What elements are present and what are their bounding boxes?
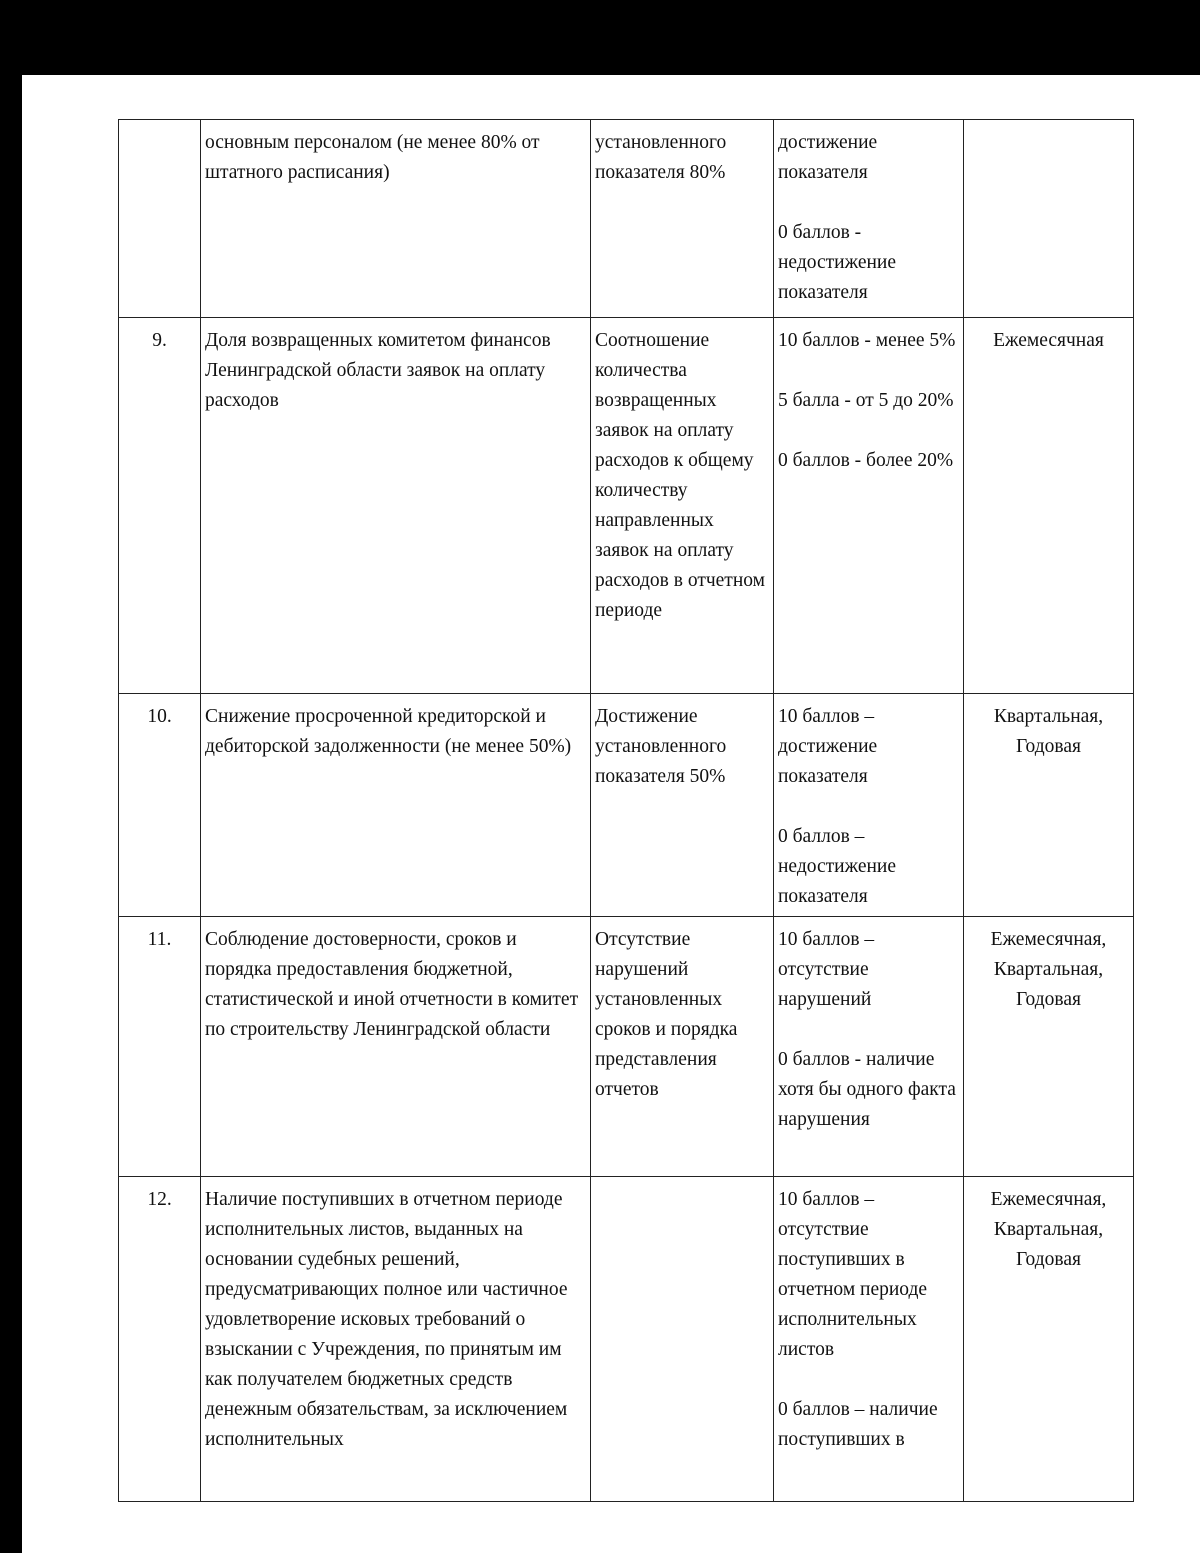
score-text: 10 баллов – отсутствие поступивших в отчетном периоде исполнительных листов: [778, 1189, 928, 1360]
score-text: 5 балла - от 5 до 20%: [778, 390, 954, 411]
criteria-table: [118, 119, 1134, 1502]
frequency: Квартальная, Годовая: [964, 694, 1134, 917]
table-row: [119, 318, 1134, 694]
frequency: Ежемесячная, Квартальная, Годовая: [964, 917, 1134, 1177]
calculation-method: Отсутствие нарушений установленных сроков и порядка представления отчетов: [591, 917, 774, 1177]
score-text: 10 баллов – достижение показателя: [778, 706, 878, 787]
calculation-method: [591, 1177, 774, 1502]
table-row: [119, 917, 1134, 1177]
score-cell: [774, 318, 964, 694]
score-cell: [774, 917, 964, 1177]
frequency: Ежемесячная, Квартальная, Годовая: [964, 1177, 1134, 1502]
calculation-method: установленного показателя 80%: [591, 120, 774, 318]
score-text: 0 баллов - более 20%: [778, 450, 954, 471]
table-row: [119, 1177, 1134, 1502]
score-cell: [774, 1177, 964, 1502]
score-text: 0 баллов – недостижение показателя: [778, 826, 896, 907]
calculation-method: Достижение установленного показателя 50%: [591, 694, 774, 917]
row-number: 9.: [119, 318, 201, 694]
indicator-name: Соблюдение достоверности, сроков и порядка предоставления бюджетной, статистической и иной отчетности в комитет по строительству Ленинградской области: [201, 917, 591, 1177]
indicator-name: основным персоналом (не менее 80% от штатного расписания): [201, 120, 591, 318]
score-text: 0 баллов - недостижение показателя: [778, 222, 896, 303]
frequency: Ежемесячная: [964, 318, 1134, 694]
scan-left-border: [0, 75, 22, 1553]
score-text: 0 баллов – наличие поступивших в: [778, 1399, 938, 1450]
indicator-name: Наличие поступивших в отчетном периоде исполнительных листов, выданных на основании судебных решений, предусматривающих полное или частичное удовлетворение исковых требований о взыскании с Учреждения, по принятым им как получателем бюджетных средств денежным обязательствам, за исключением исполнительных: [201, 1177, 591, 1502]
table-row: [119, 120, 1134, 318]
table-row: [119, 694, 1134, 917]
calculation-method: Соотношение количества возвращенных заявок на оплату расходов к общему количеству направленных заявок на оплату расходов в отчетном периоде: [591, 318, 774, 694]
row-number: [119, 120, 201, 318]
row-number: 10.: [119, 694, 201, 917]
frequency: [964, 120, 1134, 318]
score-text: 10 баллов – отсутствие нарушений: [778, 929, 875, 1010]
indicator-name: Снижение просроченной кредиторской и дебиторской задолженности (не менее 50%): [201, 694, 591, 917]
row-number: 12.: [119, 1177, 201, 1502]
score-text: 10 баллов - менее 5%: [778, 330, 956, 351]
score-text: достижение показателя: [778, 132, 878, 183]
indicator-name: Доля возвращенных комитетом финансов Ленинградской области заявок на оплату расходов: [201, 318, 591, 694]
score-cell: [774, 120, 964, 318]
score-text: 0 баллов - наличие хотя бы одного факта нарушения: [778, 1049, 956, 1130]
score-cell: [774, 694, 964, 917]
row-number: 11.: [119, 917, 201, 1177]
scan-top-border: [0, 0, 1200, 75]
